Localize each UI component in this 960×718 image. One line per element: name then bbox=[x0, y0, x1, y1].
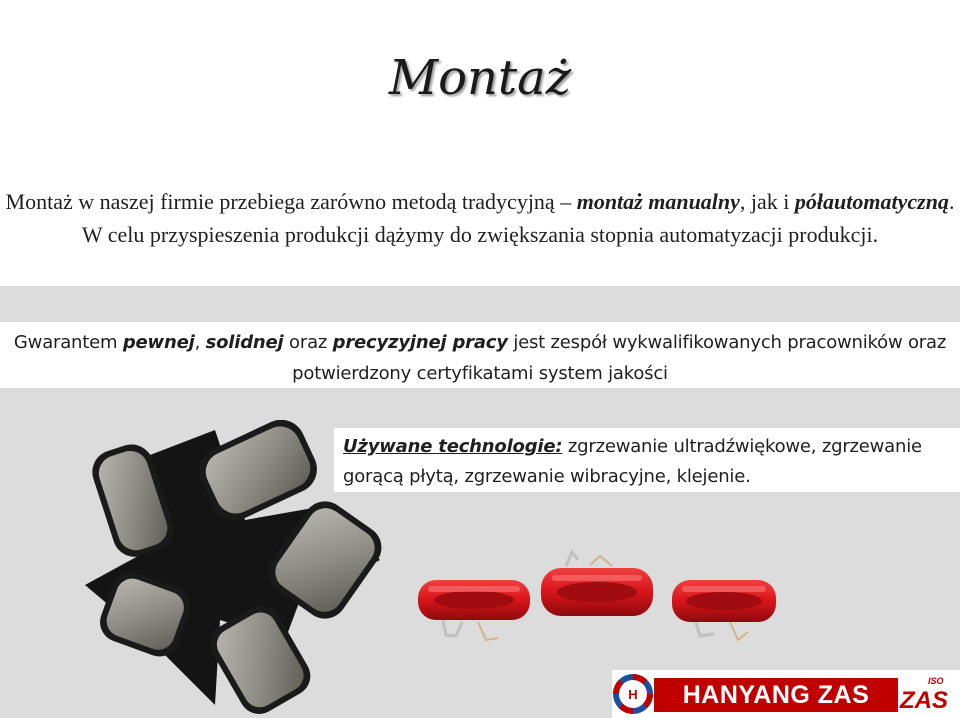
iso-mark: ISO bbox=[928, 676, 944, 686]
quality-text-1: Gwarantem bbox=[13, 332, 123, 353]
intro-emphasis-manual: montaż manualny bbox=[576, 189, 740, 214]
intro-text-1: Montaż w naszej firmie przebiega zarówno metodą tradycyjną – bbox=[5, 189, 577, 214]
quality-text-3: oraz bbox=[283, 332, 333, 353]
svg-text:H: H bbox=[628, 687, 638, 702]
intro-text-2: , jak i bbox=[739, 189, 795, 214]
quality-text-4: jest zespół wykwalifikowanych pracowników oraz potwierdzony certyfikatami system jakości bbox=[292, 332, 947, 384]
technologies-text bbox=[343, 432, 953, 492]
door-handle-1 bbox=[418, 580, 530, 640]
company-name: HANYANG ZAS bbox=[654, 678, 898, 712]
quality-emphasis-1: pewnej bbox=[122, 332, 195, 353]
zas-emblem-letters: ZAS bbox=[900, 687, 948, 714]
zas-emblem-icon bbox=[898, 675, 960, 715]
quality-emphasis-3: precyzyjnej pracy bbox=[332, 332, 508, 353]
technologies-list: zgrzewanie ultradźwiękowe, zgrzewanie gorącą płytą, zgrzewanie wibracyjne, klejenie. bbox=[343, 436, 922, 487]
technologies-label: Używane technologie: bbox=[343, 436, 563, 457]
quality-text-2: , bbox=[194, 332, 206, 353]
door-handles-photo bbox=[418, 552, 776, 640]
door-handle-3 bbox=[672, 580, 776, 640]
page-title: Montaż bbox=[388, 50, 572, 106]
intro-text-3: . W celu przyspieszenia produkcji dążymy do zwiększania stopnia automatyzacji produkcji. bbox=[81, 189, 955, 247]
intro-paragraph bbox=[0, 185, 960, 251]
quality-emphasis-2: solidnej bbox=[205, 332, 284, 353]
intro-emphasis-semiauto: półautomatyczną bbox=[794, 189, 949, 214]
quality-paragraph bbox=[0, 327, 960, 389]
company-logo bbox=[612, 670, 960, 718]
door-handle-2 bbox=[541, 552, 653, 616]
lifebuoy-emblem-icon bbox=[613, 674, 653, 714]
technologies-box bbox=[334, 428, 960, 492]
